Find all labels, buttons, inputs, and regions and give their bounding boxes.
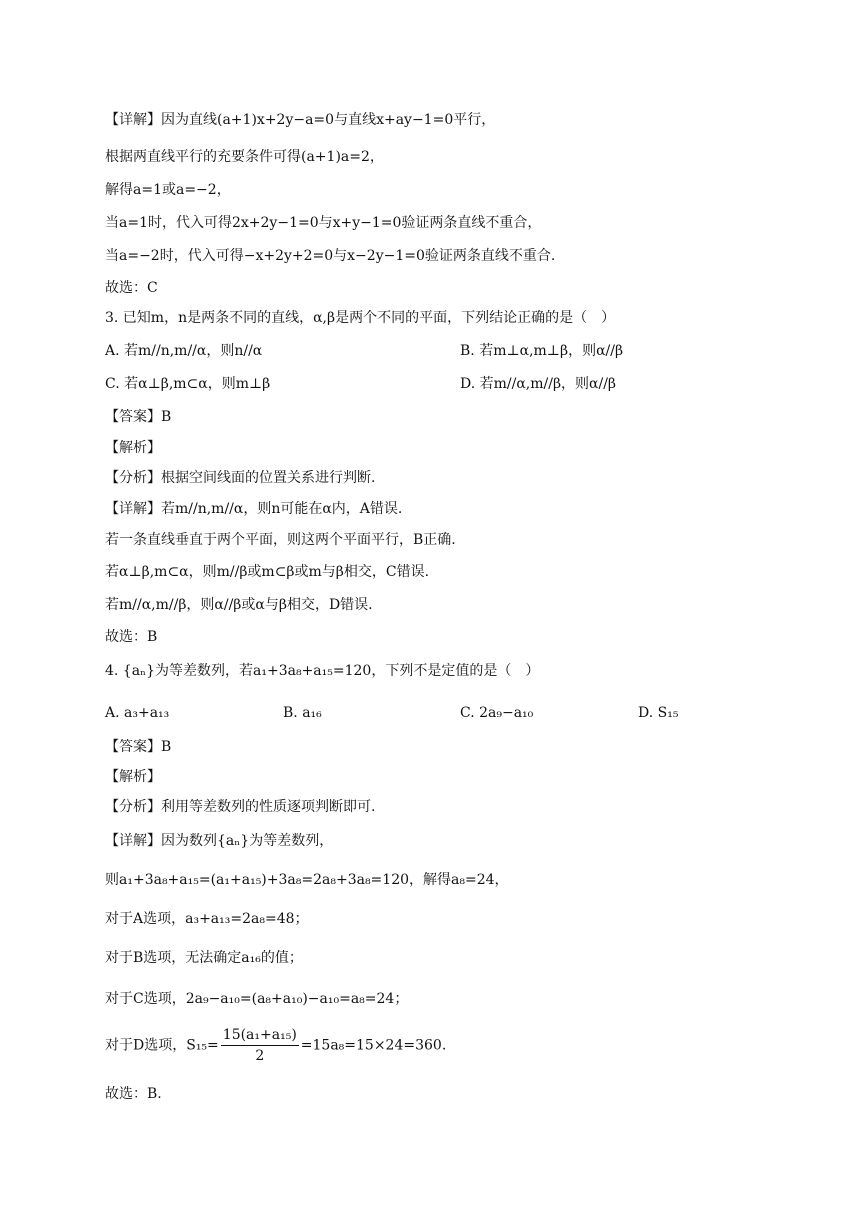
q4-detail-d [105, 1025, 446, 1066]
q3-option-a: A. 若m//n,m//α，则n//α [105, 343, 263, 359]
answer-choice-line: 故选：C [105, 280, 158, 296]
q3-option-d: D. 若m//α,m//β，则α//β [460, 376, 617, 392]
q3-option-b: B. 若m⊥α,m⊥β，则α//β [460, 343, 624, 359]
q4-analysis-heading: 【解析】 [105, 769, 161, 785]
q4-option-b: B. a₁₆ [283, 705, 322, 721]
fraction-numerator: 15(a₁+a₁₅) [221, 1025, 299, 1046]
fraction-denominator: 2 [255, 1048, 265, 1064]
q3-option-c: C. 若α⊥β,m⊂α，则m⊥β [105, 376, 271, 392]
q4-detail-2: 则a₁+3a₈+a₁₅=(a₁+a₁₅)+3a₈=2a₈+3a₈=120，解得a₈=24， [105, 872, 509, 888]
q3-analysis: 【分析】根据空间线面的位置关系进行判断. [105, 470, 376, 486]
solution-line-3: 解得a=1或a=−2， [105, 182, 231, 198]
solution-line-1: 【详解】因为直线(a+1)x+2y−a=0与直线x+ay−1=0平行， [105, 112, 496, 128]
q4-detail-1: 【详解】因为数列{aₙ}为等差数列， [105, 833, 334, 849]
q4-detail-c: 对于C选项，2a₉−a₁₀=(a₈+a₁₀)−a₁₀=a₈=24； [105, 991, 409, 1007]
q4-detail-d-suffix: =15a₈=15×24=360. [300, 1037, 447, 1054]
q4-detail-d-prefix: 对于D选项，S₁₅= [105, 1037, 219, 1054]
solution-line-5: 当a=−2时，代入可得−x+2y+2=0与x−2y−1=0验证两条直线不重合. [105, 248, 556, 264]
fraction [221, 1025, 299, 1066]
q4-detail-b: 对于B选项，无法确定a₁₆的值； [105, 950, 303, 966]
q4-detail-a: 对于A选项，a₃+a₁₃=2a₈=48； [105, 911, 309, 927]
q3-detail-3: 若α⊥β,m⊂α，则m//β或m⊂β或m与β相交，C错误. [105, 564, 430, 580]
q4-choice: 故选：B. [105, 1086, 162, 1102]
q3-detail-1: 【详解】若m//n,m//α，则n可能在α内，A错误. [105, 501, 403, 517]
q4-analysis: 【分析】利用等差数列的性质逐项判断即可. [105, 799, 376, 815]
q4-answer: 【答案】B [105, 739, 172, 755]
q3-detail-4: 若m//α,m//β，则α//β或α与β相交，D错误. [105, 597, 373, 613]
q3-choice: 故选：B [105, 629, 158, 645]
q3-detail-2: 若一条直线垂直于两个平面，则这两个平面平行，B正确. [105, 532, 456, 548]
question-3: 3. 已知m，n是两条不同的直线，α,β是两个不同的平面，下列结论正确的是（ ） [105, 310, 616, 326]
q4-option-d: D. S₁₅ [638, 705, 679, 721]
solution-line-2: 根据两直线平行的充要条件可得(a+1)a=2， [105, 149, 384, 165]
q4-option-a: A. a₃+a₁₃ [105, 705, 170, 721]
question-4: 4. {aₙ}为等差数列，若a₁+3a₈+a₁₅=120，下列不是定值的是（ ） [105, 663, 540, 679]
solution-line-4: 当a=1时，代入可得2x+2y−1=0与x+y−1=0验证两条直线不重合， [105, 215, 542, 231]
q4-option-c: C. 2a₉−a₁₀ [460, 705, 534, 721]
q3-analysis-heading: 【解析】 [105, 440, 161, 456]
q3-answer: 【答案】B [105, 409, 172, 425]
